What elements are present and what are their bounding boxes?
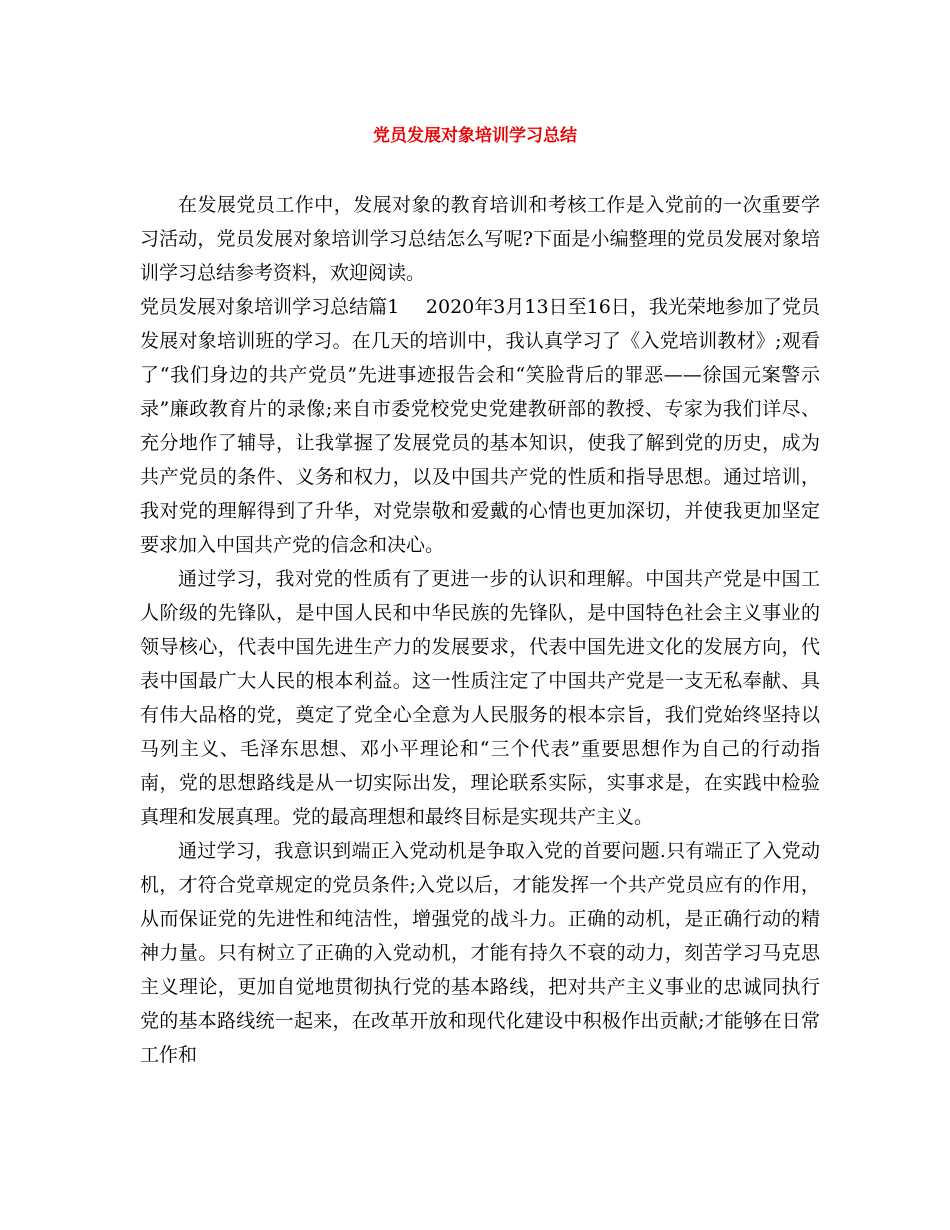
section-1-paragraph	[140, 290, 820, 562]
document-body	[140, 188, 820, 1072]
intro-paragraph: 在发展党员工作中，发展对象的教育培训和考核工作是入党前的一次重要学习活动，党员发展对象培训学习总结怎么写呢?下面是小编整理的党员发展对象培训学习总结参考资料，欢迎阅读。	[140, 194, 820, 284]
section-1-text: 2020年3月13日至16日，我光荣地参加了党员发展对象培训班的学习。在几天的培训中，我认真学习了《入党培训教材》;观看了“我们身边的共产党员”先进事迹报告会和“笑脸背后的罪恶——徐国元案警示录”廉政教育片的录像;来自市委党校党史党建教研部的教授、专家为我们详尽、充分地作了辅导，让我掌握了发展党员的基本知识，使我了解到党的历史，成为共产党员的条件、义务和权力，以及中国共产党的性质和指导思想。通过培训，我对党的理解得到了升华，对党崇敬和爱戴的心情也更加深切，并使我更加坚定要求加入中国共产党的信念和决心。	[140, 296, 821, 556]
document-title: 党员发展对象培训学习总结	[373, 126, 577, 146]
section-1-label: 党员发展对象培训学习总结篇1	[140, 296, 400, 318]
paragraph-3: 通过学习，我意识到端正入党动机是争取入党的首要问题.只有端正了入党动机，才符合党章规定的党员条件;入党以后，才能发挥一个共产党员应有的作用，从而保证党的先进性和纯洁性，增强党的战斗力。正确的动机，是正确行动的精神力量。只有树立了正确的入党动机，才能有持久不衰的动力，刻苦学习马克思主义理论，更加自觉地贯彻执行党的基本路线，把对共产主义事业的忠诚同执行党的基本路线统一起来，在改革开放和现代化建设中积极作出贡献;才能够在日常工作和	[140, 840, 820, 1066]
paragraph-2: 通过学习，我对党的性质有了更进一步的认识和理解。中国共产党是中国工人阶级的先锋队，是中国人民和中华民族的先锋队，是中国特色社会主义事业的领导核心，代表中国先进生产力的发展要求，代表中国先进文化的发展方向，代表中国最广大人民的根本利益。这一性质注定了中国共产党是一支无私奉献、具有伟大品格的党，奠定了党全心全意为人民服务的根本宗旨，我们党始终坚持以马列主义、毛泽东思想、邓小平理论和“三个代表”重要思想作为自己的行动指南，党的思想路线是从一切实际出发，理论联系实际，实事求是，在实践中检验真理和发展真理。党的最高理想和最终目标是实现共产主义。	[140, 568, 820, 828]
